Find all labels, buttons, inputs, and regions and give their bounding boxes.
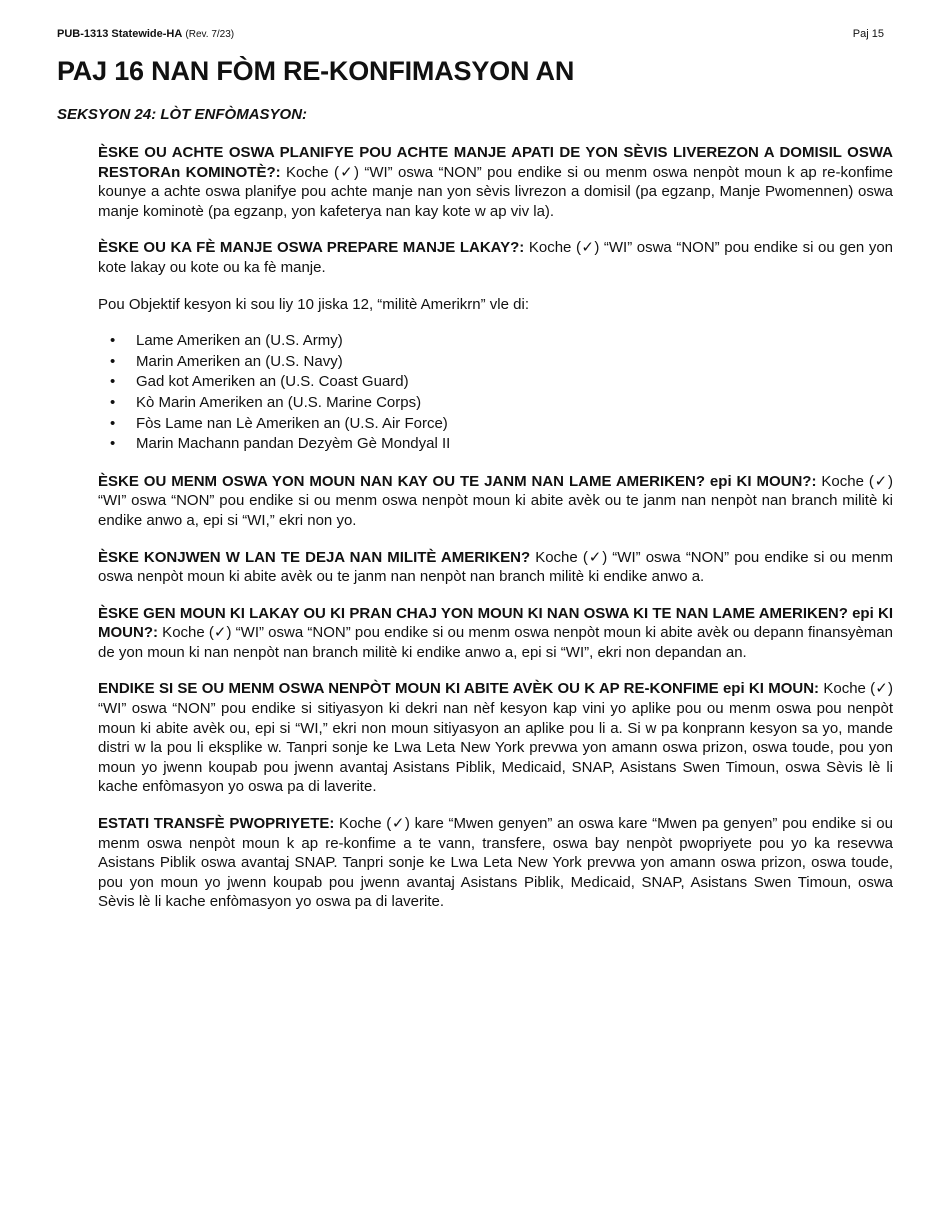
military-branch-list xyxy=(98,331,893,455)
list-item xyxy=(98,352,893,373)
form-id: PUB-1313 Statewide-HA xyxy=(57,28,183,40)
page-title: PAJ 16 NAN FÒM RE-KONFIMASYON AN xyxy=(57,56,575,86)
section-content xyxy=(98,143,893,929)
bullet-icon: • xyxy=(110,414,116,432)
paragraph-home-delivery xyxy=(98,143,893,221)
paragraph-situations xyxy=(98,679,893,797)
paragraph-lead: ÈSKE OU ACHTE OSWA PLANIFYE POU ACHTE MANJE APATI DE YON SÈVIS LIVEREZON A DOMISIL OSWA RESTORAn KOMINOTÈ?: xyxy=(98,144,893,181)
list-item xyxy=(98,434,893,455)
paragraph-body: Koche (✓) “WI” oswa “NON” pou endike si ou menm oswa nenpòt moun ki abite avèk ou depann finansyèman de yon moun ki nan nenpòt nan branch militè ki endike anwo a, epi si “WI”, ekri non depandan an. xyxy=(98,624,893,661)
list-item-text: Kò Marin Ameriken an (U.S. Marine Corps) xyxy=(136,393,422,411)
bullet-icon: • xyxy=(110,352,116,370)
list-item-text: Gad kot Ameriken an (U.S. Coast Guard) xyxy=(136,373,409,391)
list-item-text: Lame Ameriken an (U.S. Army) xyxy=(136,332,343,350)
paragraph-lead: ÈSKE KONJWEN W LAN TE DEJA NAN MILITÈ AMERIKEN? xyxy=(98,548,531,566)
list-item xyxy=(98,331,893,352)
paragraph-lead: ÈSKE OU MENM OSWA YON MOUN NAN KAY OU TE JANM NAN LAME AMERIKEN? epi KI MOUN?: xyxy=(98,472,817,490)
paragraph-dependent-military xyxy=(98,604,893,663)
page-number: Paj 15 xyxy=(852,28,884,40)
paragraph-lead: ÈSKE GEN MOUN KI LAKAY OU KI PRAN CHAJ YON MOUN KI NAN OSWA KI TE NAN LAME AMERIKEN? epi KI MOUN?: xyxy=(98,604,893,642)
page-header xyxy=(57,28,884,44)
paragraph-lead: ÈSKE OU KA FÈ MANJE OSWA PREPARE MANJE LAKAY?: xyxy=(98,239,525,257)
paragraph-body: Koche (✓) “WI” oswa “NON” pou endike si ou menm oswa nenpòt moun k ap re-konfime kounye a achte oswa planifye pou achte manje nan yon sèvis livrezon a domisil (pa egzanp, Manje Pwomennen) oswa manje kominotè (pa egzanp, yon kafeterya nan kay kote w ap viv la). xyxy=(98,163,893,220)
list-item-text: Fòs Lame nan Lè Ameriken an (U.S. Air Force) xyxy=(136,414,448,432)
bullet-icon: • xyxy=(110,373,116,391)
paragraph-body: Koche (✓) “WI” oswa “NON” pou endike si ou menm oswa nenpòt moun ki abite avèk ou te janm nan nenpòt nan branch militè ki endike anwo a, epi si “WI,” ekri non yo. xyxy=(98,472,893,529)
paragraph-household-military xyxy=(98,472,893,531)
paragraph-lead: ESTATI TRANSFÈ PWOPRIYETE: xyxy=(98,815,335,833)
form-revision: (Rev. 7/23) xyxy=(185,29,235,40)
list-item-text: Marin Machann pandan Dezyèm Gè Mondyal II xyxy=(136,435,451,453)
paragraph-body: Koche (✓) “WI” oswa “NON” pou endike si ou menm oswa nenpòt moun ki abite avèk ou te janm nan nenpòt nan branch militè ki endike anwo a. xyxy=(98,548,894,586)
list-item xyxy=(98,393,893,414)
paragraph-property-transfer xyxy=(98,814,893,912)
military-intro: Pou Objektif kesyon ki sou liy 10 jiska 12, “militè Amerikrn” vle di: xyxy=(98,295,529,313)
bullet-icon: • xyxy=(110,393,116,411)
paragraph-body: Koche (✓) “WI” oswa “NON” pou endike si sitiyasyon ki dekri nan nèf kesyon kap vini yo aplike pou ou menm oswa pou nenpòt moun ki abite avèk ou, epi si “WI,” ekri non moun sitiyasyon an aplike pou li a. Si w pa konprann kesyon sa yo, mande distri w la pou li eksplike w. Tanpri sonje ke Lwa Leta New York prevwa yon amann oswa prizon, oswa toude, pou yon moun yo jwenn koupab pou jwenn avantaj Asistans Piblik, Medicaid, SNAP, Asistans Swen Timoun, oswa Sèvis lè li kache enfòmasyon yo oswa pa di laverite. xyxy=(98,680,893,796)
list-item xyxy=(98,414,893,435)
bullet-icon: • xyxy=(110,435,116,453)
section-heading: SEKSYON 24: LÒT ENFÒMASYON: xyxy=(57,106,308,123)
paragraph-cook-at-home xyxy=(98,238,893,277)
paragraph-lead: ENDIKE SI SE OU MENM OSWA NENPÒT MOUN KI ABITE AVÈK OU K AP RE-KONFIME epi KI MOUN: xyxy=(98,680,820,698)
paragraph-spouse-military xyxy=(98,548,893,587)
list-item-text: Marin Ameriken an (U.S. Navy) xyxy=(136,352,343,370)
paragraph-body: Koche (✓) “WI” oswa “NON” pou endike si ou gen yon kote lakay ou kote ou ka fè manje. xyxy=(98,239,894,276)
bullet-icon: • xyxy=(110,332,116,350)
list-item xyxy=(98,372,893,393)
paragraph-body: Koche (✓) kare “Mwen genyen” an oswa kare “Mwen pa genyen” pou endike si ou menm oswa nenpòt moun k ap re-konfime a te vann, transfere, oswa bay nenpòt pwopriyete pou yo ka resevwa Asistans Piblik oswa avantaj SNAP. Tanpri sonje ke Lwa Leta New York prevwa yon amann oswa prizon, oswa toude, pou yon moun yo jwenn koupab pou jwenn avantaj Asistans Piblik, Medicaid, SNAP, Asistans Swen Timoun, oswa Sèvis lè li kache enfòmasyon yo oswa pa di laverite. xyxy=(98,815,893,911)
